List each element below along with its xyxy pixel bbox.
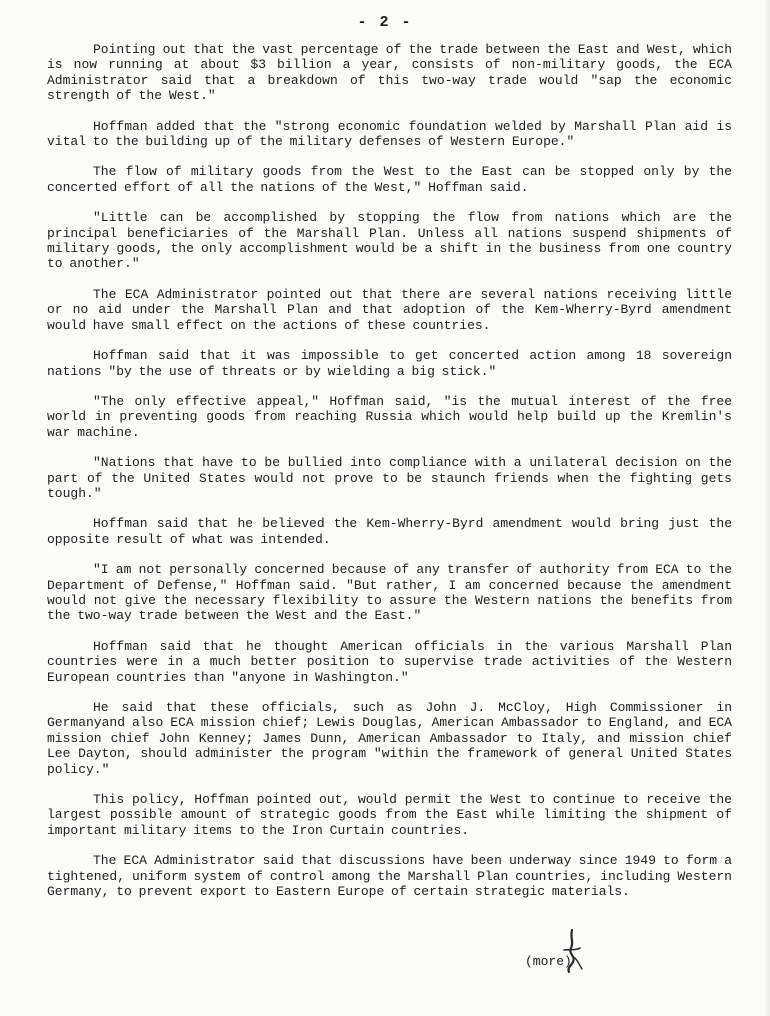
paragraph: Hoffman said that he thought American officials in the various Marshall Plan countries were in a much better position to supervise trade activities of the Western European countries than "anyone in Washington."	[47, 638, 732, 685]
paragraph: The ECA Administrator pointed out that there are several nations receiving little or no aid under the Marshall Plan and that adoption of the Kem-Wherry-Byrd amendment would have small effect on the actions of these countries.	[47, 286, 732, 333]
paragraph: The ECA Administrator said that discussions have been underway since 1949 to form a tightened, uniform system of control among the Marshall Plan countries, including Western Germany, to prevent export to Eastern Europe of certain strategic materials.	[47, 853, 732, 900]
paragraph: "The only effective appeal," Hoffman said, "is the mutual interest of the free world in preventing goods from reaching Russia which would help build up the Kremlin's war machine.	[47, 393, 732, 440]
paragraph: "I am not personally concerned because of any transfer of authority from ECA to the Department of Defense," Hoffman said. "But rather, I am concerned because the amendment would not give the necessary flexibility to assure the Western nations the benefits from the two-way trade between the West and the East."	[47, 562, 732, 624]
paragraph: The flow of military goods from the West to the East can be stopped only by the concerted effort of all the nations of the West," Hoffman said.	[47, 164, 732, 195]
paragraph: "Nations that have to be bullied into compliance with a unilateral decision on the part of the United States would not prove to be staunch friends when the fighting gets tough."	[47, 455, 732, 501]
document-body	[47, 42, 732, 914]
paragraph: Pointing out that the vast percentage of the trade between the East and West, which is now running at about $3 billion a year, consists of non-military goods, the ECA Administrator said that a breakdown of this two-way trade would "sap the economic strength of the West."	[47, 42, 732, 104]
page-number: - 2 -	[357, 14, 413, 31]
paragraph: "Little can be accomplished by stopping the flow from nations which are the principal beneficiaries of the Marshall Plan. Unless all nations suspend shipments of military goods, the only accomplishment would be a shift in the business from one country to another."	[47, 210, 732, 272]
paragraph: He said that these officials, such as John J. McCloy, High Commissioner in Germanyand also ECA mission chief; Lewis Douglas, American Ambassador to England, and ECA mission chief John Kenney; James Dunn, American Ambassador to Italy, and mission chief Lee Dayton, should administer the program "within the framework of general United States policy."	[47, 700, 732, 777]
paragraph: Hoffman added that the "strong economic foundation welded by Marshall Plan aid is vital to the building up of the military defenses of Western Europe."	[47, 118, 732, 150]
paper-edge-shadow	[764, 0, 770, 1016]
continuation-marker: (more)	[525, 954, 572, 969]
paragraph: Hoffman said that he believed the Kem-Wherry-Byrd amendment would bring just the opposite result of what was intended.	[47, 516, 732, 547]
paragraph: This policy, Hoffman pointed out, would permit the West to continue to receive the largest possible amount of strategic goods from the East while limiting the shipment of important military items to the Iron Curtain countries.	[47, 792, 732, 838]
paragraph: Hoffman said that it was impossible to get concerted action among 18 sovereign nations "by the use of threats or by wielding a big stick."	[47, 348, 732, 379]
